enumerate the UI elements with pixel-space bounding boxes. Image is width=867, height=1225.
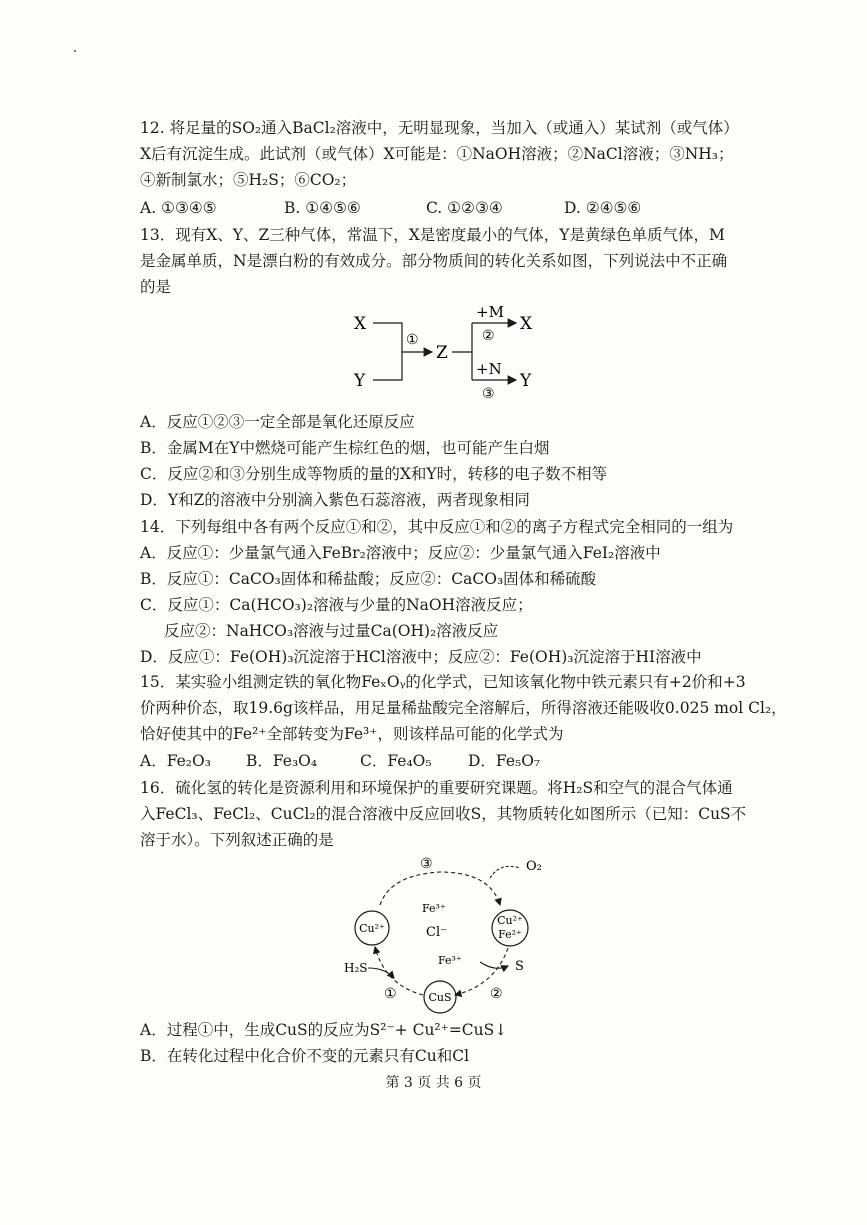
q13-x-product: X (520, 314, 533, 334)
q16-o2-inflow (490, 866, 520, 878)
q12-option-c: C. ①②③④ (426, 199, 503, 217)
q14-option-a: A．反应①：少量氯气通入FeBr₂溶液中；反应②：少量氯气通入FeI₂溶液中 (140, 544, 661, 562)
q16-fe2-right-label: Fe²⁺ (498, 928, 522, 941)
q13-x-label: X (354, 314, 367, 334)
q16-o2-label: O₂ (526, 859, 542, 874)
q15-line-3: 恰好使其中的Fe²⁺全部转变为Fe³⁺，则该样品可能的化学式为 (140, 725, 564, 743)
q16-h2s-label: H₂S (344, 961, 368, 975)
q13-y-product: Y (520, 371, 532, 391)
page-footer: 第 3 页 共 6 页 (385, 1075, 482, 1091)
q13-step-3: ③ (482, 386, 495, 402)
q16-step-3: ③ (420, 856, 433, 872)
q12-option-b: B. ①④⑤⑥ (284, 199, 361, 217)
q14-option-c-cont: 反应②：NaHCO₃溶液与过量Ca(OH)₂溶液反应 (164, 622, 499, 640)
q13-option-b: B．金属M在Y中燃烧可能产生棕红色的烟，也可能产生白烟 (140, 439, 550, 457)
scan-speck (74, 50, 76, 52)
q12-line-2: X后有沉淀生成。此试剂（或气体）X可能是：①NaOH溶液；②NaCl溶液；③NH₃； (140, 145, 734, 163)
q16-s-label: S (515, 959, 524, 974)
q12-option-a: A. ①③④⑤ (140, 199, 217, 217)
q13-option-a: A．反应①②③一定全部是氧化还原反应 (140, 413, 415, 431)
q12-line-3: ④新制氯水；⑤H₂S；⑥CO₂； (140, 171, 357, 189)
q12-line-1: 12. 将足量的SO₂通入BaCl₂溶液中，无明显现象，当加入（或通入）某试剂（或气体） (140, 119, 739, 137)
q15-option-a: A．Fe₂O₃ (140, 752, 211, 770)
q15-option-c: C．Fe₄O₅ (360, 752, 432, 770)
q13-plus-n: +N (476, 360, 502, 378)
q13-option-d: D．Y和Z的溶液中分别滴入紫色石蕊溶液，两者现象相同 (140, 491, 530, 509)
q15-line-2: 价两种价态，取19.6g该样品，用足量稀盐酸完全溶解后，所得溶液还能吸收0.025 mol Cl₂， (140, 699, 787, 717)
q16-option-a: A．过程①中，生成CuS的反应为S²⁻+ Cu²⁺=CuS↓ (140, 1021, 508, 1039)
q15-option-d: D．Fe₅O₇ (468, 752, 541, 770)
q16-step-2: ② (490, 986, 503, 1002)
q14-stem: 14．下列每组中各有两个反应①和②，其中反应①和②的离子方程式完全相同的一组为 (140, 518, 734, 536)
q14-option-c: C．反应①：Ca(HCO₃)₂溶液与少量的NaOH溶液反应； (140, 596, 533, 614)
q14-option-d: D．反应①：Fe(OH)₃沉淀溶于HCl溶液中；反应②：Fe(OH)₃沉淀溶于HI溶液中 (140, 648, 702, 666)
q16-cycle-arc-left (375, 947, 423, 995)
q13-merge-bracket (373, 323, 402, 380)
q13-conversion-diagram (340, 300, 580, 410)
q16-fe3-top-label: Fe³⁺ (422, 902, 446, 915)
q15-line-1: 15．某实验小组测定铁的氧化物FeₓOᵧ的化学式，已知该氧化物中铁元素只有+2价和+3 (140, 673, 746, 691)
q16-option-b: B．在转化过程中化合价不变的元素只有Cu和Cl (140, 1047, 470, 1065)
q16-s-arrow (480, 962, 508, 968)
q13-option-c: C．反应②和③分别生成等物质的量的X和Y时，转移的电子数不相等 (140, 465, 608, 483)
q12-option-d: D. ②④⑤⑥ (564, 199, 642, 217)
q16-cu2-right-label: Cu²⁺ (497, 914, 523, 927)
q16-cus-label: CuS (428, 991, 452, 1004)
q16-cl-label: Cl⁻ (426, 925, 447, 940)
q13-line-3: 的是 (140, 278, 172, 296)
q13-y-label: Y (354, 371, 366, 391)
q13-z-label: Z (436, 343, 448, 363)
q16-conversion-cycle-diagram (330, 850, 560, 1020)
q13-line-1: 13．现有X、Y、Z三种气体，常温下，X是密度最小的气体，Y是黄绿色单质气体，M (140, 226, 725, 244)
q16-cycle-arc-top (380, 872, 500, 905)
q16-line-1: 16．硫化氢的转化是资源利用和环境保护的重要研究课题。将H₂S和空气的混合气体通 (140, 779, 733, 797)
q16-line-3: 溶于水）。下列叙述正确的是 (140, 831, 334, 849)
q13-line-2: 是金属单质，N是漂白粉的有效成分。部分物质间的转化关系如图，下列说法中不正确 (140, 252, 728, 270)
q16-line-2: 入FeCl₃、FeCl₂、CuCl₂的混合溶液中反应回收S，其物质转化如图所示（已知：CuS不 (140, 805, 747, 823)
q16-fe3-mid-label: Fe³⁺ (438, 954, 462, 967)
q14-option-b: B．反应①：CaCO₃固体和稀盐酸；反应②：CaCO₃固体和稀硫酸 (140, 570, 597, 588)
q13-step-2: ② (482, 328, 495, 344)
q13-plus-m: +M (476, 303, 504, 321)
q16-cu2-left-label: Cu²⁺ (359, 922, 385, 935)
q15-option-b: B．Fe₃O₄ (246, 752, 318, 770)
q13-step-1: ① (406, 332, 419, 348)
q16-step-1: ① (384, 986, 397, 1002)
